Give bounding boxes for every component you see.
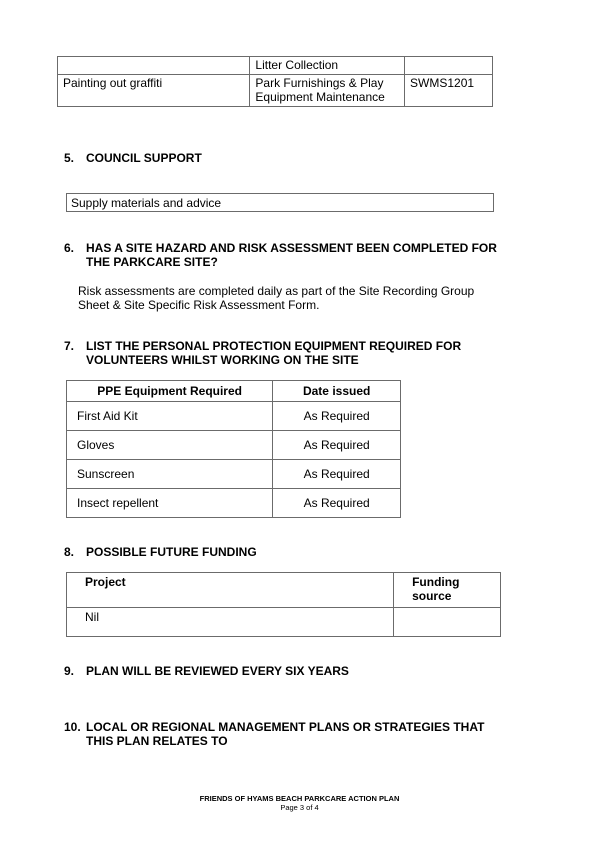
section-number: 9. xyxy=(64,664,75,678)
table-cell xyxy=(394,608,501,637)
table-row xyxy=(67,608,501,637)
column-header: Project xyxy=(67,573,394,608)
section-8-heading xyxy=(64,545,504,561)
risk-assessment-text: Risk assessments are completed daily as part of the Site Recording Group Sheet & Site Specific Risk Assessment Form. xyxy=(78,284,475,312)
table-cell: Park Furnishings & Play Equipment Maintenance xyxy=(250,75,405,107)
column-header: PPE Equipment Required xyxy=(67,381,273,402)
section-title: LIST THE PERSONAL PROTECTION EQUIPMENT REQUIRED FOR VOLUNTEERS WHILST WORKING ON THE SITE xyxy=(86,339,462,367)
table-cell: As Required xyxy=(273,460,401,489)
table-cell: SWMS1201 xyxy=(405,75,493,107)
table-cell: Gloves xyxy=(67,431,273,460)
section-number: 6. xyxy=(64,241,75,255)
table-cell: Sunscreen xyxy=(67,460,273,489)
section-5-heading xyxy=(64,151,504,167)
table-cell: Litter Collection xyxy=(250,57,405,75)
section-title: PLAN WILL BE REVIEWED EVERY SIX YEARS xyxy=(86,664,349,678)
table-row xyxy=(58,75,493,107)
section-number: 8. xyxy=(64,545,75,559)
section-number: 5. xyxy=(64,151,75,165)
activities-table xyxy=(57,56,493,107)
table-cell: Insect repellent xyxy=(67,489,273,518)
council-support-box: Supply materials and advice xyxy=(66,193,494,212)
table-header-row xyxy=(67,573,501,608)
section-title: POSSIBLE FUTURE FUNDING xyxy=(86,545,257,559)
section-title: LOCAL OR REGIONAL MANAGEMENT PLANS OR STRATEGIES THAT THIS PLAN RELATES TO xyxy=(86,720,485,748)
page-number: Page 3 of 4 xyxy=(280,803,319,812)
table-header-row xyxy=(67,381,401,402)
ppe-table xyxy=(66,380,401,518)
table-row xyxy=(67,489,401,518)
column-header: Date issued xyxy=(273,381,401,402)
section-6-heading xyxy=(64,241,504,271)
section-9-heading xyxy=(64,664,504,680)
table-row xyxy=(67,460,401,489)
section-number: 7. xyxy=(64,339,75,353)
table-cell: Painting out graffiti xyxy=(58,75,250,107)
table-cell xyxy=(58,57,250,75)
funding-table xyxy=(66,572,501,637)
table-cell: As Required xyxy=(273,431,401,460)
table-cell: As Required xyxy=(273,489,401,518)
table-row xyxy=(67,431,401,460)
table-cell: Nil xyxy=(67,608,394,637)
section-10-heading xyxy=(64,720,504,750)
column-header: Funding source xyxy=(394,573,501,608)
table-cell: First Aid Kit xyxy=(67,402,273,431)
table-cell: As Required xyxy=(273,402,401,431)
section-title: HAS A SITE HAZARD AND RISK ASSESSMENT BEEN COMPLETED FOR THE PARKCARE SITE? xyxy=(86,241,497,269)
table-row xyxy=(58,57,493,75)
table-cell xyxy=(405,57,493,75)
section-7-heading xyxy=(64,339,504,369)
section-title: COUNCIL SUPPORT xyxy=(86,151,202,165)
footer-title: FRIENDS OF HYAMS BEACH PARKCARE ACTION PLAN xyxy=(199,794,400,803)
page-footer xyxy=(0,794,599,812)
section-number: 10. xyxy=(64,720,81,734)
table-row xyxy=(67,402,401,431)
